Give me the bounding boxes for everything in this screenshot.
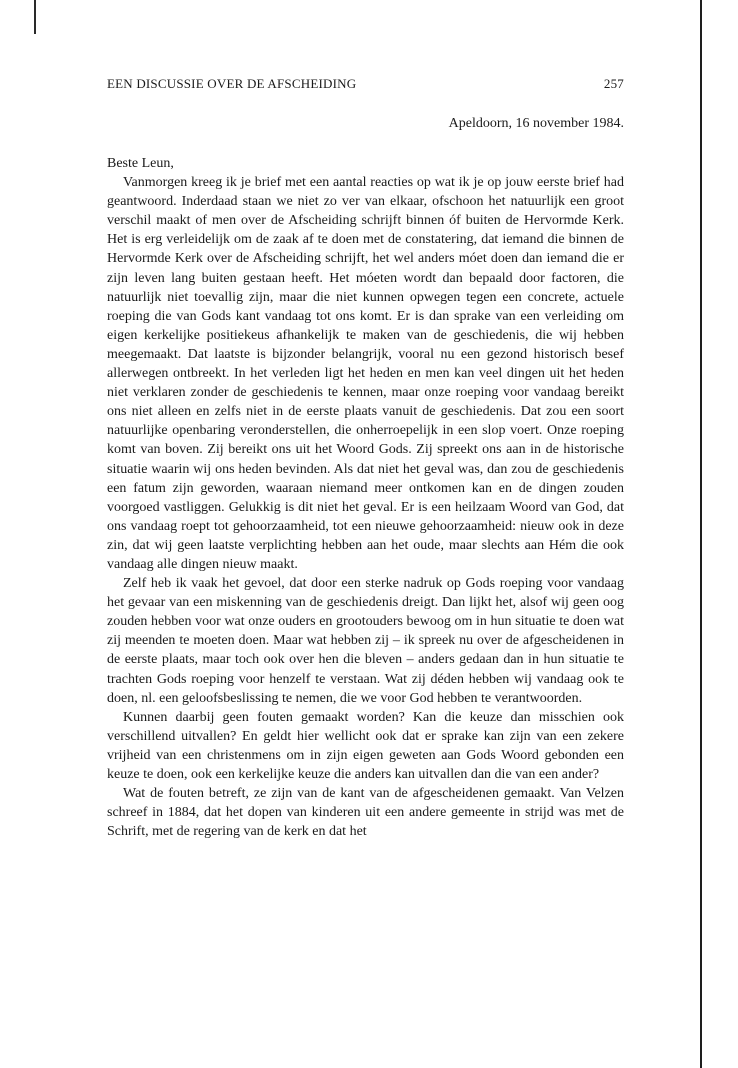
book-page bbox=[107, 76, 624, 841]
running-head-title: EEN DISCUSSIE OVER DE AFSCHEIDING bbox=[107, 76, 357, 91]
paragraph-4: Wat de fouten betreft, ze zijn van de kant van de afgescheidenen gemaakt. Van Velzen schreef in 1884, dat het dopen van kinderen uit een andere gemeente in strijd was met de Schrift, met de regering van de kerk en dat het bbox=[107, 786, 624, 840]
scan-edge-right bbox=[700, 0, 702, 1068]
letter-salutation: Beste Leun, bbox=[107, 156, 174, 171]
letter-dateline: Apeldoorn, 16 november 1984. bbox=[448, 116, 624, 131]
page-number: 257 bbox=[603, 76, 624, 91]
running-head bbox=[107, 76, 624, 92]
paragraph-1: Vanmorgen kreeg ik je brief met een aantal reacties op wat ik je op jouw eerste brief had geantwoord. Inderdaad staan we niet zo ver van elkaar, ofschoon het natuurlijk een groot verschil maakt of men over de Afscheiding schrijft binnen óf buiten de Hervormde Kerk. Het is erg verleidelijk om de zaak af te doen met de constatering, dat iemand die binnen de Hervormde Kerk over de Afscheiding schrijft, het wel anders móet doen dan iemand die er zijn leven lang buiten gestaan heeft. Het móeten wordt dan bepaald door factoren, die natuurlijk niet toevallig zijn, maar die niet kunnen opwegen tegen een concrete, actuele roeping die van Gods kant vandaag tot ons komt. Er is dan sprake van een verleiding om eigen kerkelijke positiekeus afhankelijk te maken van de geschiedenis, die wij hebben meegemaakt. Dat laatste is bijzonder belangrijk, vooral nu een gezond historisch besef allerwegen ontbreekt. In het verleden ligt het heden en men kan veel dingen uit het heden niet verklaren zonder de geschiedenis te kennen, maar onze roeping voor vandaag bereikt ons niet alleen en zelfs niet in de eerste plaats vanuit de geschiedenis. Dat zou een soort natuurlijke openbaring veronderstellen, die onherroepelijk in een slop voert. Onze roeping komt van boven. Zij bereikt ons uit het Woord Gods. Zij spreekt ons aan in de historische situatie waarin wij ons heden bevinden. Als dat niet het geval was, dan zou de geschiedenis een fatum zijn geworden, waaraan niemand meer ontkomen kan en de dingen zouden voorgoed vastliggen. Gelukkig is dit niet het geval. Er is een heilzaam Woord van God, dat ons vandaag roept tot gehoorzaamheid, tot een nieuwe gehoorzaamheid: nieuw ook in deze zin, dat wij geen laatste verplichting hebben aan het oude, maar slechts aan Hém die ook vandaag alle dingen nieuw maakt. bbox=[107, 175, 624, 572]
scan-edge-left bbox=[34, 0, 36, 34]
paragraph-2: Zelf heb ik vaak het gevoel, dat door een sterke nadruk op Gods roeping voor vandaag het gevaar van een miskenning van de geschiedenis dreigt. Dan lijkt het, alsof wij geen oog zouden hebben voor wat onze ouders en grootouders bewoog om in hun situatie te doen wat zij meenden te moeten doen. Maar wat hebben zij – ik spreek nu over de afgescheidenen in de eerste plaats, maar toch ook over hen die bleven – anders gedaan dan in hun situatie te trachten Gods roeping voor henzelf te verstaan. Wat zij déden hebben wij vandaag ook te doen, nl. een geloofsbeslissing te nemen, die we voor God hebben te verantwoorden. bbox=[107, 576, 624, 706]
paragraph-3: Kunnen daarbij geen fouten gemaakt worden? Kan die keuze dan misschien ook verschillend uitvallen? En geldt hier wellicht ook dat er sprake kan zijn van een zekere vrijheid van een christenmens om in zijn eigen geweten aan Gods Woord gebonden een keuze te doen, ook een kerkelijke keuze die anders kan uitvallen dan die van een ander? bbox=[107, 709, 624, 782]
